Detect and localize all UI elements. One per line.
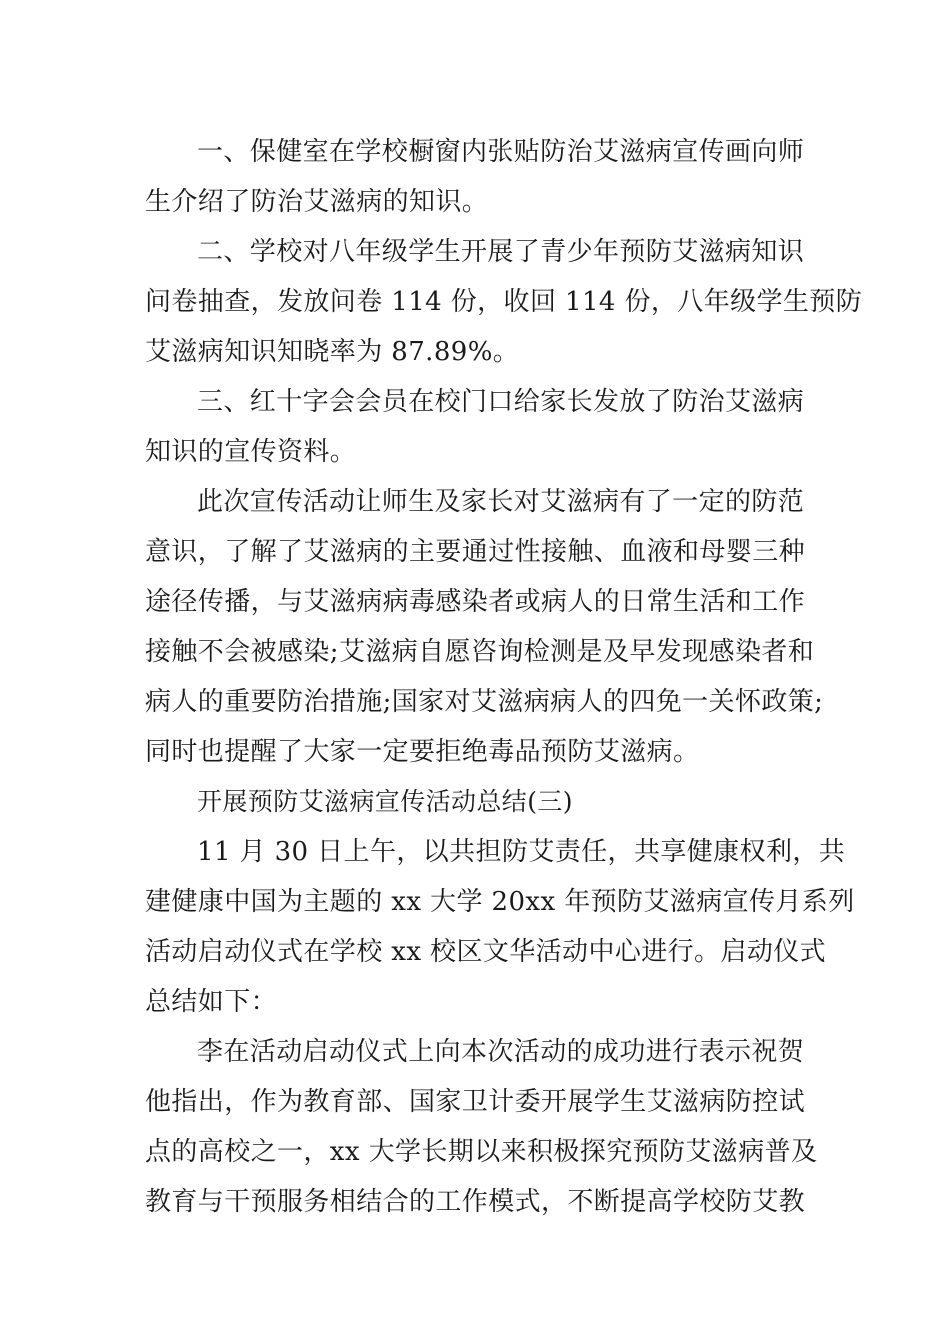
text-line: 知识的宣传资料。 [145, 437, 357, 467]
text-line: 三、红十字会会员在校门口给家长发放了防治艾滋病 [197, 387, 805, 417]
text-line: 点的高校之一，xx 大学长期以来积极探究预防艾滋病普及 [145, 1137, 818, 1167]
document-body [145, 127, 863, 1227]
text-line: 病人的重要防治措施;国家对艾滋病病人的四免一关怀政策; [145, 687, 824, 717]
text-line: 生介绍了防治艾滋病的知识。 [145, 187, 489, 217]
text-line: 11 月 30 日上午，以共担防艾责任，共享健康权利，共 [197, 837, 846, 867]
text-line: 总结如下： [145, 987, 278, 1017]
text-line: 他指出，作为教育部、国家卫计委开展学生艾滋病防控试 [145, 1087, 806, 1117]
text-line: 教育与干预服务相结合的工作模式，不断提高学校防艾教 [145, 1187, 806, 1217]
text-line: 意识，了解了艾滋病的主要通过性接触、血液和母婴三种 [145, 537, 806, 567]
text-line: 建健康中国为主题的 xx 大学 20xx 年预防艾滋病宣传月系列 [145, 887, 855, 917]
text-line: 一、保健室在学校橱窗内张贴防治艾滋病宣传画向师 [197, 137, 805, 167]
text-line: 接触不会被感染;艾滋病自愿咨询检测是及早发现感染者和 [145, 637, 815, 667]
text-line: 途径传播，与艾滋病病毒感染者或病人的日常生活和工作 [145, 587, 806, 617]
text-line: 此次宣传活动让师生及家长对艾滋病有了一定的防范 [197, 487, 805, 517]
text-line: 活动启动仪式在学校 xx 校区文华活动中心进行。启动仪式 [145, 937, 827, 967]
text-line: 问卷抽查，发放问卷 114 份，收回 114 份，八年级学生预防 [145, 287, 863, 317]
text-line: 二、学校对八年级学生开展了青少年预防艾滋病知识 [197, 237, 805, 267]
section-heading: 开展预防艾滋病宣传活动总结(三) [197, 787, 573, 816]
text-line: 艾滋病知识知晓率为 87.89%。 [145, 337, 520, 367]
text-line: 李在活动启动仪式上向本次活动的成功进行表示祝贺 [197, 1037, 805, 1067]
text-line: 同时也提醒了大家一定要拒绝毒品预防艾滋病。 [145, 737, 700, 767]
